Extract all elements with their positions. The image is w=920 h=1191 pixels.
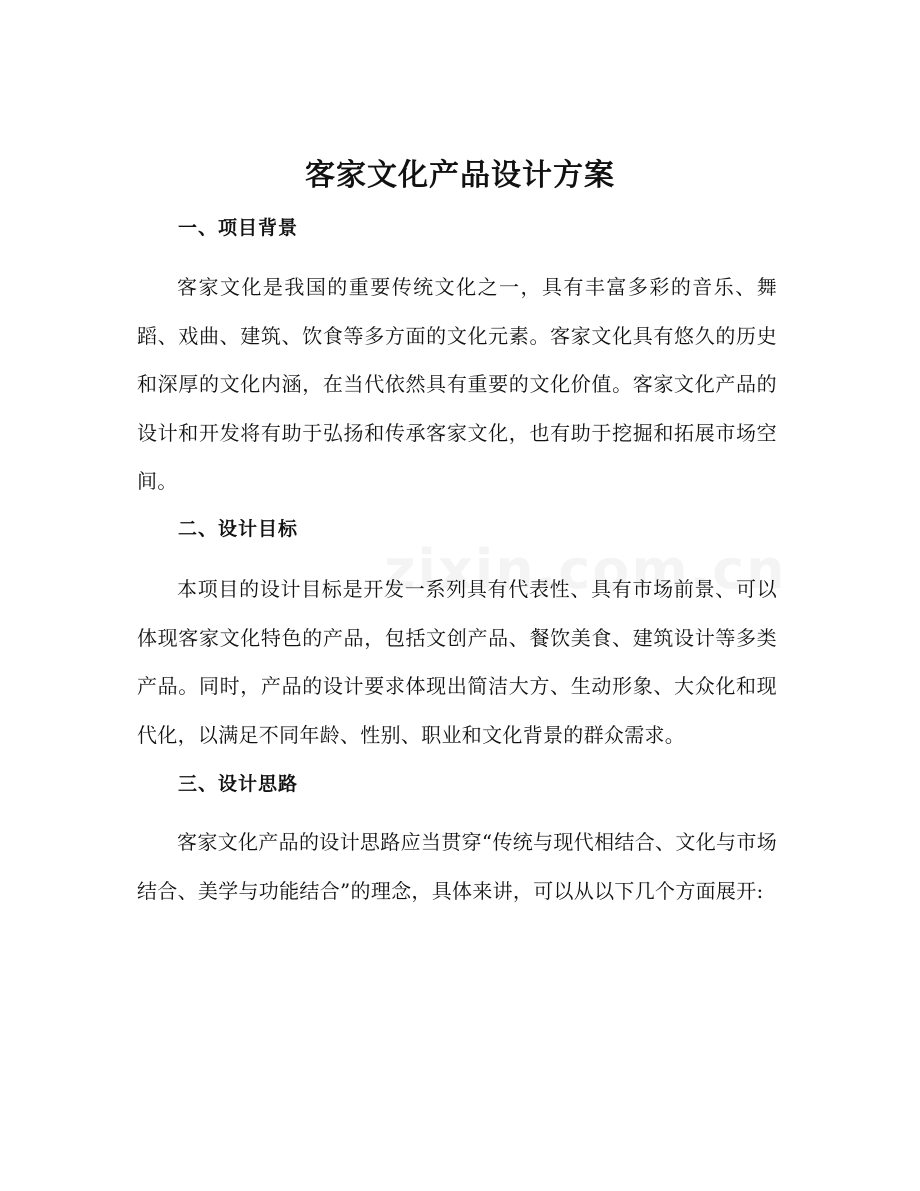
section-paragraph-approach: 客家文化产品的设计思路应当贯穿“传统与现代相结合、文化与市场结合、美学与功能结合”的理念，具体来讲，可以从以下几个方面展开: [137,830,777,903]
section-heading-approach: 三、设计思路 [178,773,299,795]
section-paragraph-background: 客家文化是我国的重要传统文化之一，具有丰富多彩的音乐、舞蹈、戏曲、建筑、饮食等多方面的文化元素。客家文化具有悠久的历史和深厚的文化内涵，在当代依然具有重要的文化价值。客家文化产品的设计和开发将有助于弘扬和传承客家文化，也有助于挖掘和拓展市场空间。 [137,275,777,493]
section-heading-background: 一、项目背景 [178,217,299,239]
section-heading-goals: 二、设计目标 [178,518,299,540]
section-paragraph-goals: 本项目的设计目标是开发一系列具有代表性、具有市场前景、可以体现客家文化特色的产品，包括文创产品、餐饮美食、建筑设计等多类产品。同时，产品的设计要求体现出简洁大方、生动形象、大众化和现代化，以满足不同年龄、性别、职业和文化背景的群众需求。 [137,577,777,747]
document-title: 客家文化产品设计方案 [305,158,615,193]
